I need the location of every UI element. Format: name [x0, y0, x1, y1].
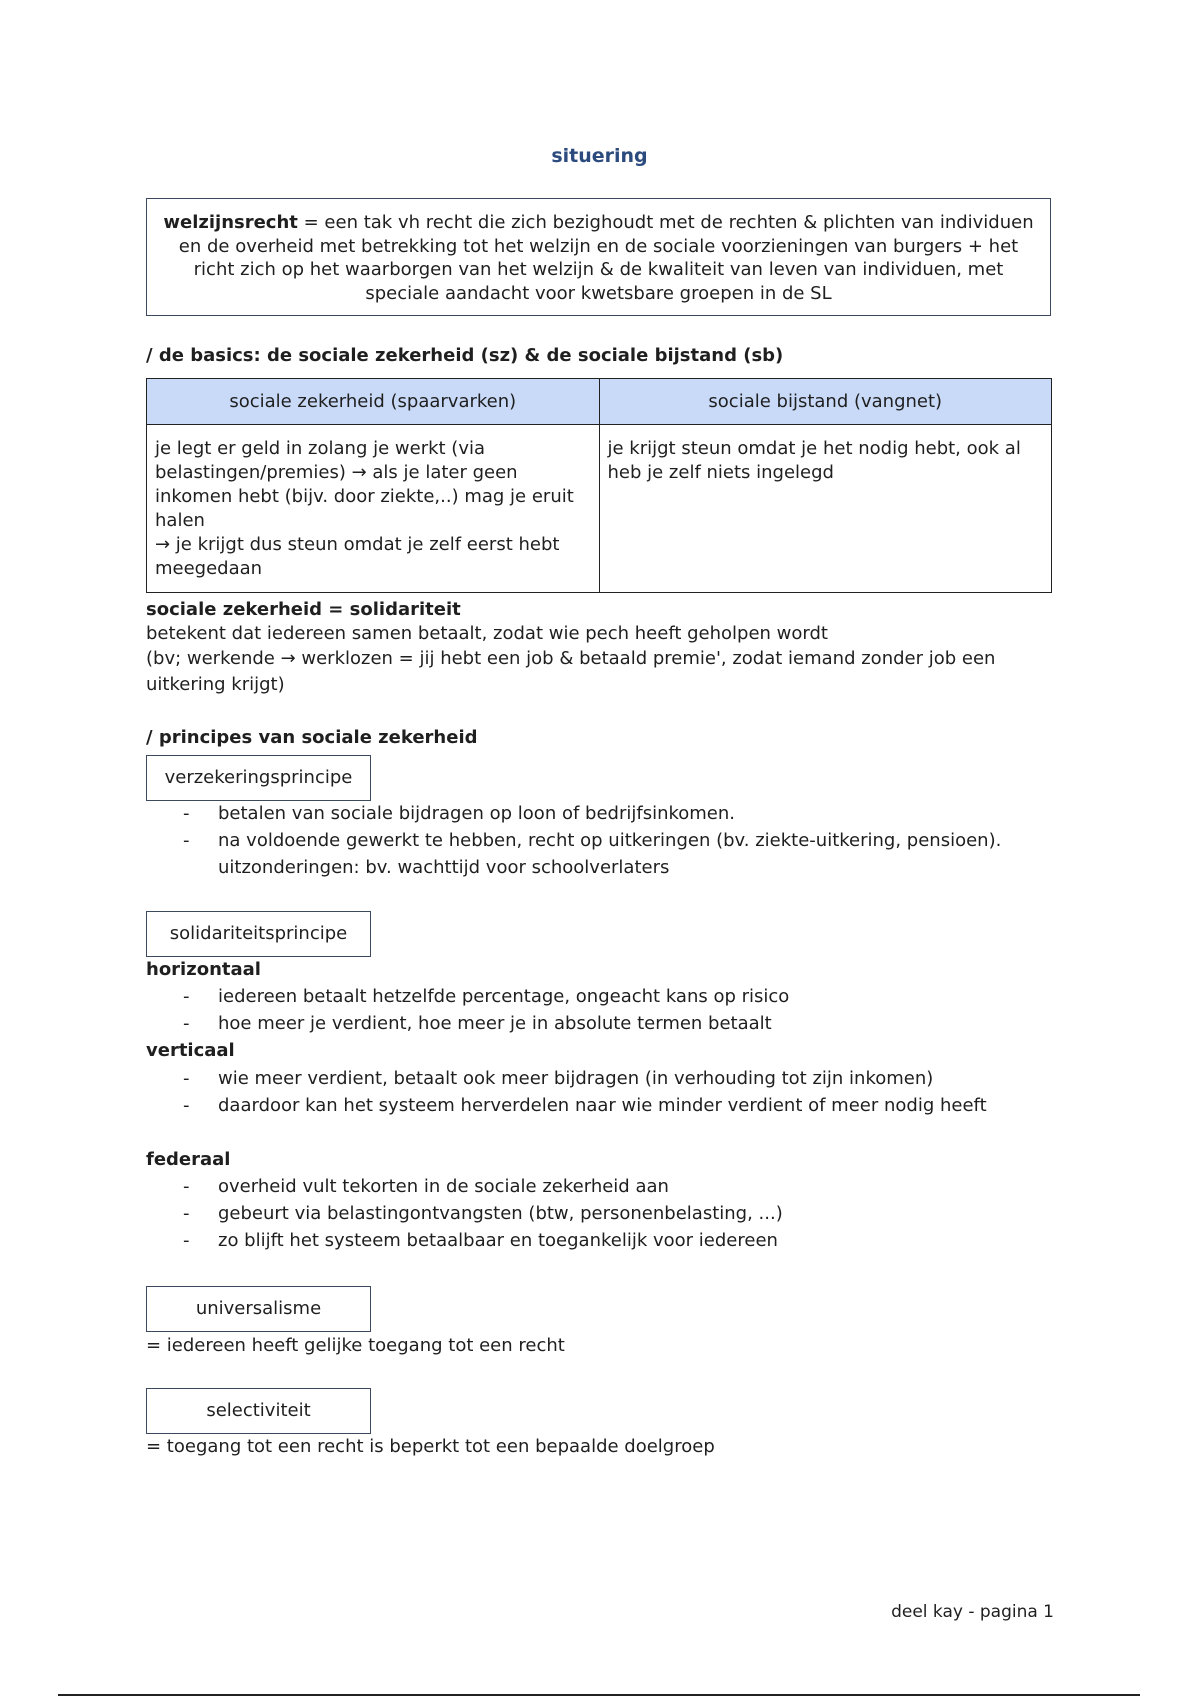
list-item: - na voldoende gewerkt te hebben, recht op uitkeringen (bv. ziekte-uitkering, pensioen). uitzonderingen: bv. wachttijd voor schoolverlaters — [146, 827, 1053, 881]
solidarity-example: (bv; werkende → werklozen = jij hebt een job & betaald premie', zodat iemand zonder job een uitkering krijgt) — [146, 648, 996, 695]
basics-heading: / de basics: de sociale zekerheid (sz) & de sociale bijstand (sb) — [146, 345, 784, 366]
definition-text: = een tak vh recht die zich bezighoudt met de rechten & plichten van individuen en de overheid met betrekking tot het welzijn en de sociale voorzieningen van burgers + het richt zich op het waarborgen van het welzijn & de kwaliteit van leven van individuen, met speciale aandacht voor kwetsbare groepen in de SL — [178, 212, 1034, 304]
list-item: - overheid vult tekorten in de sociale zekerheid aan — [146, 1173, 1053, 1200]
federal-label: federaal — [146, 1149, 231, 1170]
list-item: - betalen van sociale bijdragen op loon of bedrijfsinkomen. — [146, 800, 1053, 827]
table-cell-social-assistance: je krijgt steun omdat je het nodig hebt, ook al heb je zelf niets ingelegd — [599, 425, 1052, 593]
list-item: - wie meer verdient, betaalt ook meer bijdragen (in verhouding tot zijn inkomen) — [146, 1065, 1053, 1092]
list-item: - daardoor kan het systeem herverdelen naar wie minder verdient of meer nodig heeft — [146, 1092, 1053, 1119]
horizontal-label: horizontaal — [146, 959, 261, 980]
principles-heading: / principes van sociale zekerheid — [146, 727, 478, 748]
definition-box — [146, 198, 1051, 316]
table-cell-social-security — [147, 425, 600, 593]
cell-line: → je krijgt dus steun omdat je zelf eerst hebt meegedaan — [155, 534, 560, 579]
vertical-list — [146, 1065, 1053, 1119]
solidarity-heading: sociale zekerheid = solidariteit — [146, 599, 461, 620]
comparison-table — [146, 378, 1052, 593]
insurance-principle-box — [146, 755, 371, 801]
federal-list — [146, 1173, 1053, 1254]
table-row — [147, 425, 1052, 593]
page-title: situering — [551, 145, 648, 167]
list-item: - gebeurt via belastingontvangsten (btw, personenbelasting, ...) — [146, 1200, 1053, 1227]
list-item: - hoe meer je verdient, hoe meer je in absolute termen betaalt — [146, 1010, 1053, 1037]
solidarity-line: betekent dat iedereen samen betaalt, zodat wie pech heeft geholpen wordt — [146, 623, 828, 644]
table-header-row — [147, 379, 1052, 425]
horizontal-list — [146, 983, 1053, 1037]
page-footer: deel kay - pagina 1 — [891, 1602, 1054, 1622]
selectivity-definition: = toegang tot een recht is beperkt tot een bepaalde doelgroep — [146, 1436, 715, 1457]
insurance-principle-label: verzekeringsprincipe — [164, 767, 353, 788]
cell-line: je legt er geld in zolang je werkt (via belastingen/premies) → als je later geen inkomen hebt (bijv. door ziekte,..) mag je eruit halen — [155, 438, 574, 531]
universalism-box — [146, 1286, 371, 1332]
solidarity-principle-box — [146, 911, 371, 957]
vertical-label: verticaal — [146, 1040, 235, 1061]
table-header-social-security: sociale zekerheid (spaarvarken) — [147, 379, 600, 425]
universalism-definition: = iedereen heeft gelijke toegang tot een recht — [146, 1335, 565, 1356]
universalism-label: universalisme — [195, 1298, 322, 1319]
bottom-divider — [58, 1694, 1140, 1696]
insurance-principle-list — [146, 800, 1053, 881]
selectivity-label: selectiviteit — [206, 1400, 311, 1421]
list-item: - iedereen betaalt hetzelfde percentage, ongeacht kans op risico — [146, 983, 1053, 1010]
list-item: - zo blijft het systeem betaalbaar en toegankelijk voor iedereen — [146, 1227, 1053, 1254]
solidarity-principle-label: solidariteitsprincipe — [169, 923, 348, 944]
selectivity-box — [146, 1388, 371, 1434]
definition-term: welzijnsrecht — [163, 212, 298, 233]
table-header-social-assistance: sociale bijstand (vangnet) — [599, 379, 1052, 425]
